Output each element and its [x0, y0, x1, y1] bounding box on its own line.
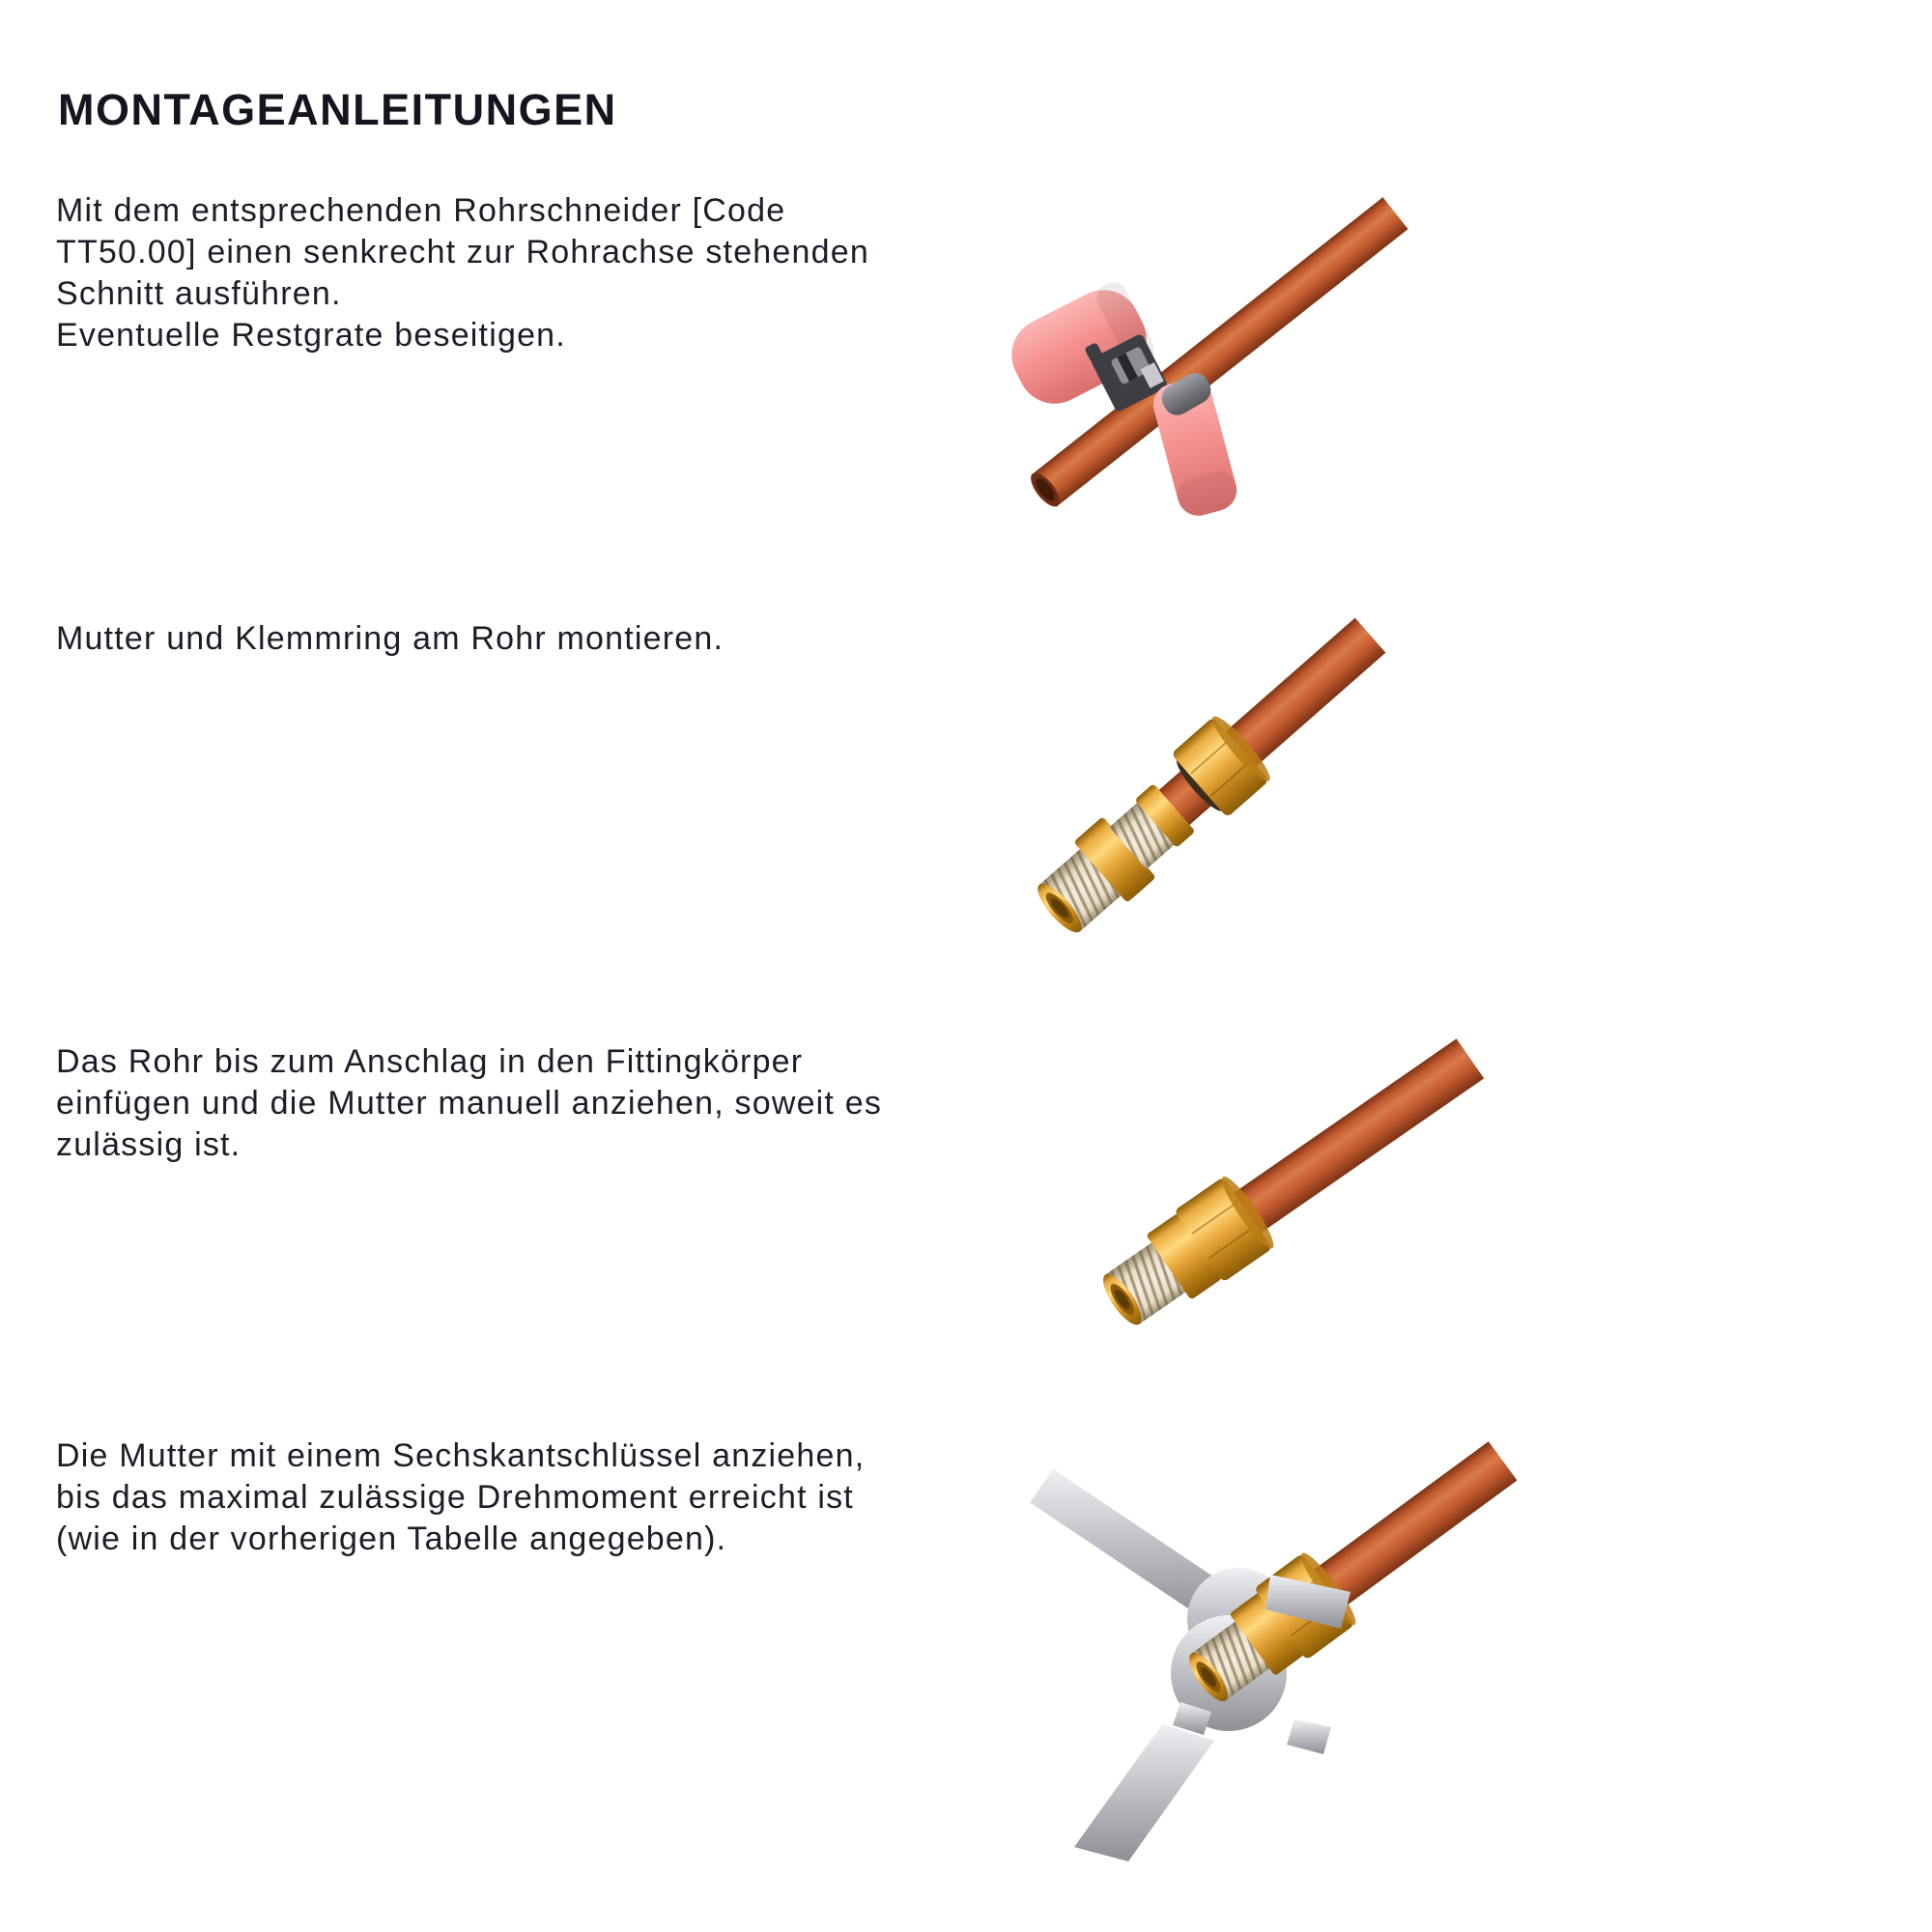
- step-3-line: Das Rohr bis zum Anschlag in den Fittingkörper: [56, 1043, 804, 1080]
- step-1-line: Schnitt ausführen.: [56, 275, 342, 312]
- step-1-line: TT50.00] einen senkrecht zur Rohrachse stehenden: [56, 234, 869, 270]
- pipe: [1149, 618, 1386, 835]
- step-2-line: Mutter und Klemmring am Rohr montieren.: [56, 620, 724, 657]
- wrench-tightening-illustration: [976, 1430, 1517, 1874]
- step-2-text: [56, 618, 724, 660]
- page-title: MONTAGEANLEITUNGEN: [58, 85, 617, 134]
- step-4-text: [56, 1435, 865, 1560]
- step-1-text: [56, 190, 869, 356]
- step-3-text: [56, 1041, 882, 1166]
- nut-and-clamping-ring-illustration: [1024, 609, 1396, 990]
- step-4-line: (wie in der vorherigen Tabelle angegeben).: [56, 1520, 727, 1557]
- step-4-line: bis das maximal zulässige Drehmoment erreicht ist: [56, 1479, 854, 1516]
- step-3-line: zulässig ist.: [56, 1126, 242, 1163]
- step-1-line: Eventuelle Restgrate beseitigen.: [56, 317, 566, 354]
- step-4-line: Die Mutter mit einem Sechskantschlüssel anziehen,: [56, 1437, 866, 1474]
- step-1-line: Mit dem entsprechenden Rohrschneider [Code: [56, 192, 786, 229]
- step-3-line: einfügen und die Mutter manuell anziehen, soweit es: [56, 1085, 883, 1122]
- hand-tightened-fitting-illustration: [1082, 1024, 1492, 1357]
- pipe-cutter-illustration: [985, 188, 1415, 541]
